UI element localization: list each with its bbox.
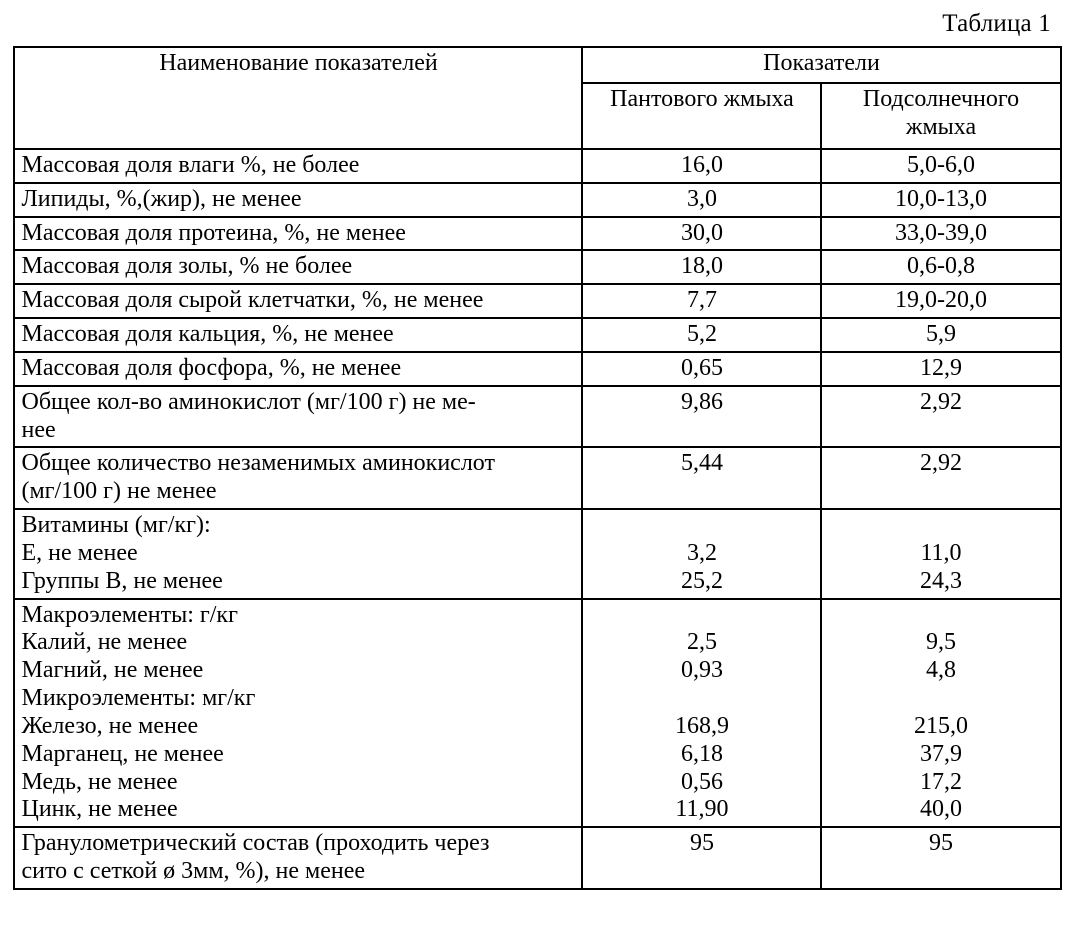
table-group-elements [14,599,1060,828]
micro-item-1-value-1: 6,18 [680,740,723,767]
table-row-last [14,827,1060,889]
table-row [14,352,1060,386]
micro-item-2-value-2: 17,2 [919,768,962,795]
row-label: Липиды, %,(жир), не менее [14,183,582,217]
row-value-2: 5,9 [821,318,1060,352]
micro-item-label-1: Марганец, не менее [21,740,224,767]
row-label: Массовая доля протеина, %, не менее [14,217,582,251]
table-group-vitamins [14,509,1060,598]
micro-item-1-value-2: 37,9 [919,740,962,767]
macro-item-0-value-2: 9,5 [925,629,956,656]
table-row [14,318,1060,352]
row-value-1: 7,7 [582,284,821,318]
row-label: Массовая доля кальция, %, не менее [14,318,582,352]
row-value-2: 10,0-13,0 [821,183,1060,217]
macro-item-label-0: Калий, не менее [21,629,188,656]
row-value-2: 95 [821,827,1060,889]
indicators-table [13,46,1061,890]
row-label: Общее количество незаменимых аминокислот (мг/100 г) не менее [14,447,582,509]
row-value-2: 12,9 [821,352,1060,386]
row-label: Гранулометрический состав (проходить через сито с сеткой ø 3мм, %), не менее [14,827,582,889]
row-value-2: 2,92 [821,447,1060,509]
row-label: Общее кол-во аминокислот (мг/100 г) не ме- нее [14,386,582,448]
micro-item-0-value-1: 168,9 [674,712,729,739]
row-label: Массовая доля фосфора, %, не менее [14,352,582,386]
row-value-1: 30,0 [582,217,821,251]
row-value-2: 5,0-6,0 [821,149,1060,183]
row-value-1: 0,65 [582,352,821,386]
table-row [14,284,1060,318]
table-header-row-1 [14,47,1060,83]
macro-item-label-1: Магний, не менее [21,657,204,684]
vitamins-item-label-1: Группы В, не менее [21,567,223,594]
macro-title: Макроэлементы: г/кг [21,601,238,628]
row-value-2: 2,92 [821,386,1060,448]
micro-item-3-value-1: 11,90 [675,796,729,823]
vitamins-values-2 [821,509,1060,598]
elements-values-2 [821,599,1060,828]
vitamins-group-cell [14,509,582,598]
macro-item-1-value-2: 4,8 [925,657,956,684]
row-value-1: 16,0 [582,149,821,183]
row-value-1: 95 [582,827,821,889]
micro-item-3-value-2: 40,0 [919,796,962,823]
row-value-1: 5,2 [582,318,821,352]
row-value-1: 3,0 [582,183,821,217]
header-col-name: Наименование показателей [14,47,582,149]
micro-item-label-0: Железо, не менее [21,712,199,739]
macro-item-0-value-1: 2,5 [686,629,717,656]
micro-item-2-value-1: 0,56 [680,768,723,795]
macro-item-1-value-1: 0,93 [680,657,723,684]
elements-values-1 [582,599,821,828]
header-col-v1: Пантового жмыха [582,83,821,149]
row-value-2: 0,6-0,8 [821,250,1060,284]
table-row [14,217,1060,251]
row-value-2: 33,0-39,0 [821,217,1060,251]
vitamins-item-1-value-2: 24,3 [919,567,962,594]
row-value-2: 19,0-20,0 [821,284,1060,318]
row-label: Массовая доля золы, % не более [14,250,582,284]
table-row [14,149,1060,183]
micro-title: Микроэлементы: мг/кг [21,685,256,712]
table-row [14,447,1060,509]
vitamins-item-label-0: Е, не менее [21,539,138,566]
row-value-1: 18,0 [582,250,821,284]
table-row [14,386,1060,448]
table-row [14,183,1060,217]
micro-item-label-2: Медь, не менее [21,768,178,795]
micro-item-label-3: Цинк, не менее [21,796,178,823]
row-label: Массовая доля влаги %, не более [14,149,582,183]
elements-group-cell [14,599,582,828]
micro-item-0-value-2: 215,0 [913,712,968,739]
row-value-1: 5,44 [582,447,821,509]
header-col-values-group: Показатели [582,47,1060,83]
row-value-1: 9,86 [582,386,821,448]
table-row [14,250,1060,284]
vitamins-item-0-value-2: 11,0 [920,539,962,566]
table-caption: Таблица 1 [942,10,1051,37]
vitamins-item-1-value-1: 25,2 [680,567,723,594]
row-label: Массовая доля сырой клетчатки, %, не менее [14,284,582,318]
vitamins-values-1 [582,509,821,598]
header-col-v2: Подсолнечного жмыха [821,83,1060,149]
vitamins-item-0-value-1: 3,2 [686,539,717,566]
vitamins-title: Витамины (мг/кг): [21,512,211,539]
